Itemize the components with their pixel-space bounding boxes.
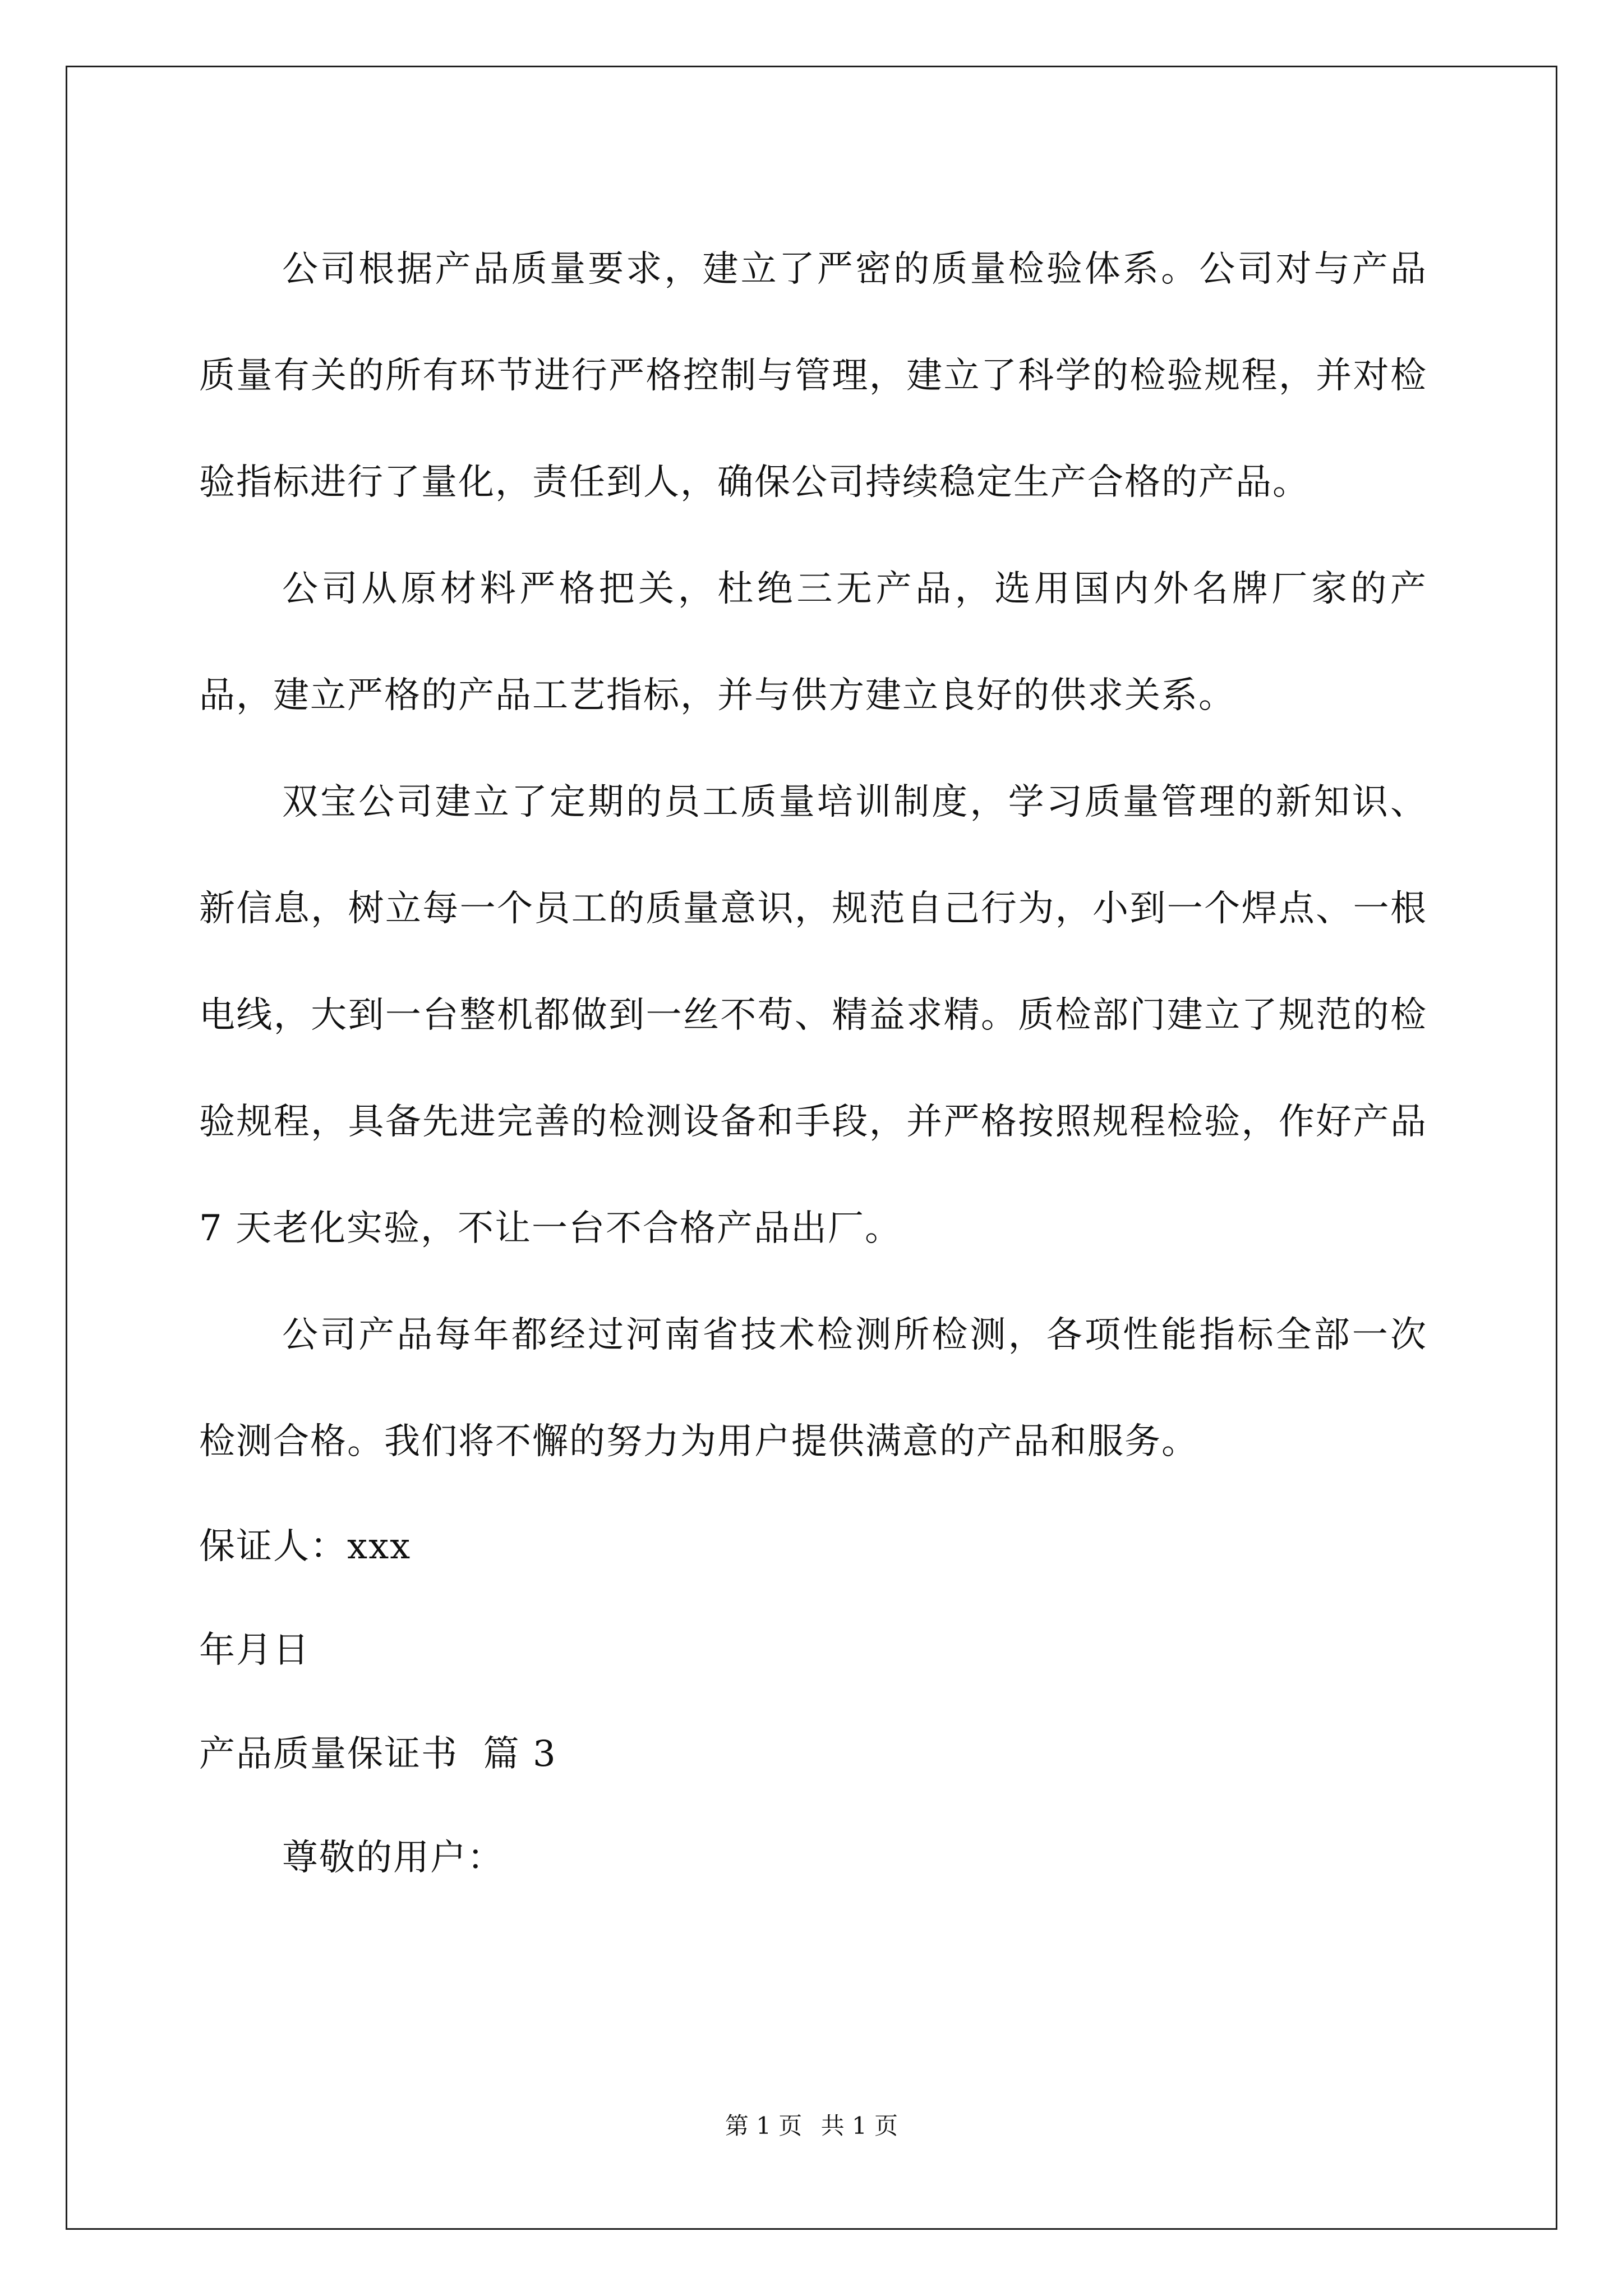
paragraph-staff-training: 双宝公司建立了定期的员工质量培训制度，学习质量管理的新知识、新信息，树立每一个员工的质量意识，规范自己行为，小到一个焊点、一根电线，大到一台整机都做到一丝不苟、精益求精。质检部门建立了规范的检验规程，具备先进完善的检测设备和手段，并严格按照规程检验，作好产品 7 天老化实验，不让一台不合格产品出厂。 (199, 781, 1427, 1249)
salutation: 尊敬的用户： (282, 1837, 504, 1879)
paragraph-quality-system: 公司根据产品质量要求，建立了严密的质量检验体系。公司对与产品质量有关的所有环节进行严格控制与管理，建立了科学的检验规程，并对检验指标进行了量化，责任到人，确保公司持续稳定生产合格的产品。 (199, 249, 1427, 503)
paragraph-raw-materials: 公司从原材料严格把关，杜绝三无产品，选用国内外名牌厂家的产品，建立严格的产品工艺指标，并与供方建立良好的供求关系。 (199, 568, 1427, 716)
date-line: 年月日 (199, 1630, 310, 1671)
page-footer (0, 2109, 1623, 2143)
section-title: 产品质量保证书 篇 3 (199, 1733, 557, 1775)
guarantor-line: 保证人：xxx (199, 1526, 412, 1567)
page-number-total: 共 1 页 (820, 2112, 898, 2139)
page-number-current: 第 1 页 (725, 2112, 803, 2139)
paragraph-inspection: 公司产品每年都经过河南省技术检测所检测，各项性能指标全部一次检测合格。我们将不懈的努力为用户提供满意的产品和服务。 (199, 1314, 1427, 1462)
document-body (199, 216, 1427, 1910)
